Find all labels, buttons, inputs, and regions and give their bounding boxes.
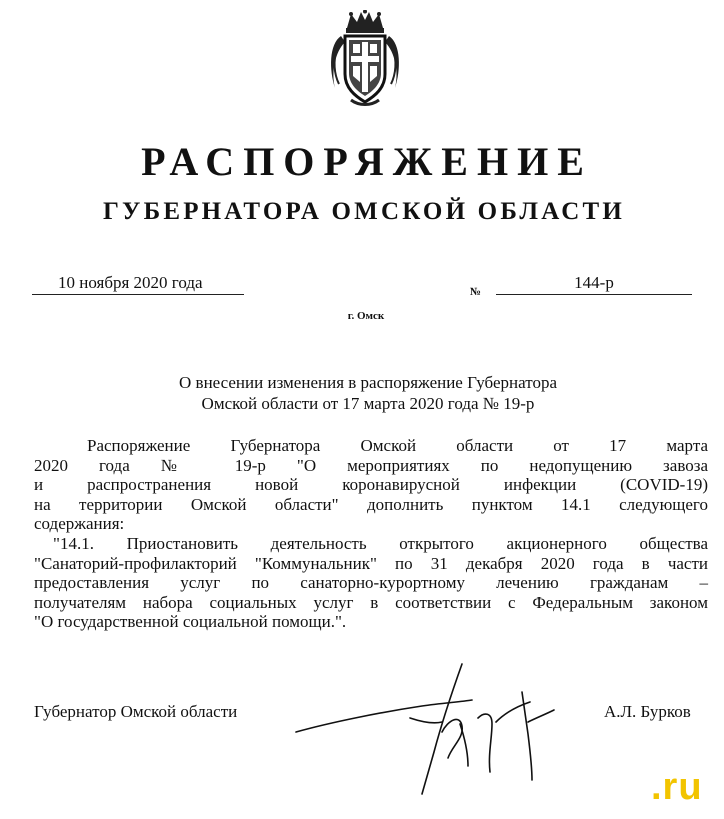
- subject-line: О внесении изменения в распоряжение Губернатора: [179, 373, 557, 392]
- document-date: 10 ноября 2020 года: [32, 272, 244, 295]
- body-line: содержания:: [34, 514, 125, 534]
- body-line: "Санаторий-профилакторий "Коммунальник" по 31 декабря 2020 года в части: [34, 553, 708, 573]
- omsk-coat-of-arms-icon: [325, 10, 405, 108]
- body-line: получателям набора социальных услуг в соответствии с Федеральным законом: [34, 592, 708, 612]
- body-line: "14.1. Приостановить деятельность открытого акционерного общества: [53, 533, 708, 553]
- document-body: [34, 436, 708, 632]
- handwritten-signature: [292, 662, 572, 802]
- site-watermark: .ru: [651, 766, 703, 808]
- document-title: РАСПОРЯЖЕНИЕ: [141, 139, 593, 184]
- document-subtitle: ГУБЕРНАТОРА ОМСКОЙ ОБЛАСТИ: [102, 198, 626, 225]
- body-line: и распространения новой коронавирусной инфекции (COVID-19): [34, 475, 708, 495]
- body-line: 2020 года № 19-р "О мероприятиях по недопущению завоза: [34, 455, 708, 475]
- body-line: на территории Омской области" дополнить пунктом 14.1 следующего: [34, 494, 708, 514]
- subject-line: Омской области от 17 марта 2020 года № 19-р: [201, 394, 535, 413]
- document-subject: [0, 372, 724, 414]
- body-line: Распоряжение Губернатора Омской области от 17 марта: [87, 436, 708, 455]
- signatory-name: А.Л. Бурков: [604, 702, 691, 721]
- body-line: "О государственной социальной помощи.".: [34, 612, 347, 632]
- signatory-position: Губернатор Омской области: [34, 702, 238, 721]
- body-line: предоставления услуг по санаторно-курортному лечению гражданам –: [34, 573, 708, 593]
- number-label: №: [470, 286, 482, 298]
- city: г. Омск: [347, 310, 385, 322]
- document-number: 144-р: [496, 272, 692, 295]
